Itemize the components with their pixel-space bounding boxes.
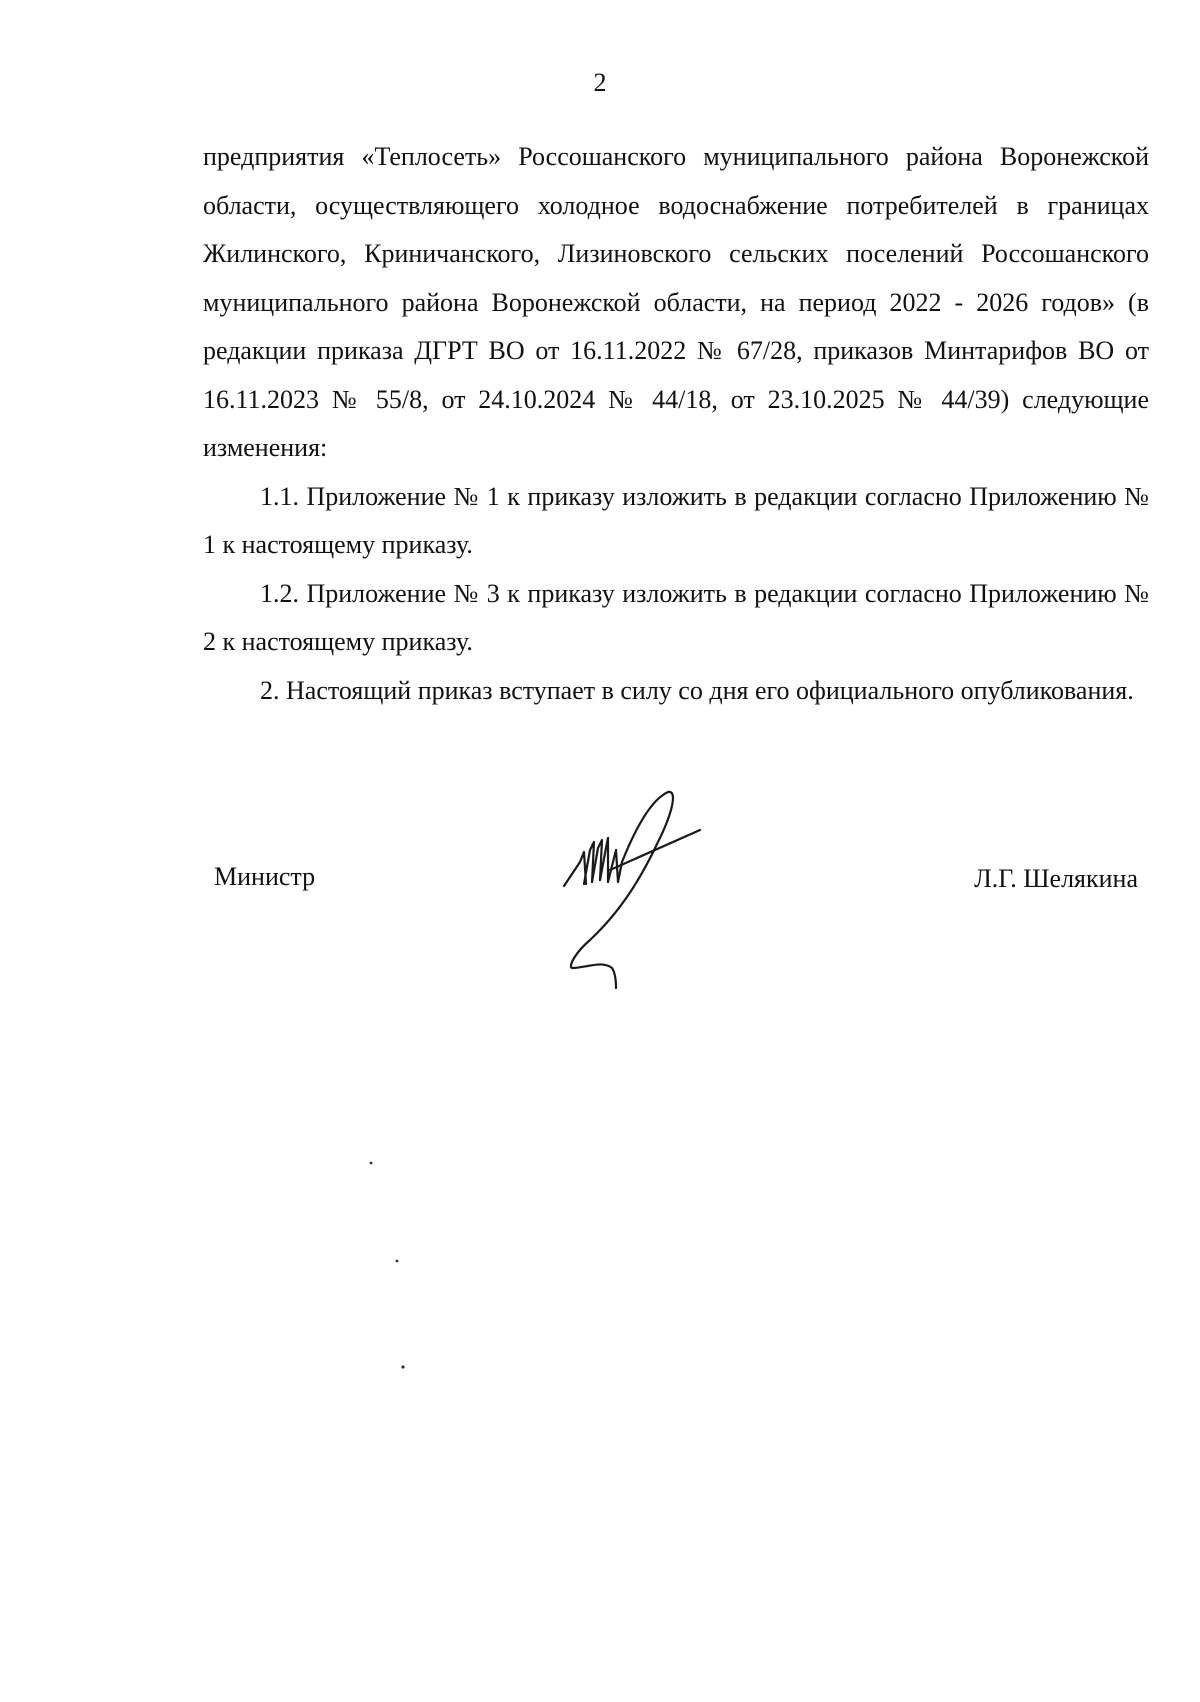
document-body [203, 133, 1149, 715]
scan-speck [400, 1364, 406, 1370]
paragraph-preamble-continuation: предприятия «Теплосеть» Россошанского муниципального района Воронежской области, осуществляющего холодное водоснабжение потребителей в границах Жилинского, Криничанского, Лизиновского сельских поселений Россошанского муниципального района Воронежской области, на период 2022 - 2026 годов» (в редакции приказа ДГРТ ВО от 16.11.2022 № 67/28, приказов Минтарифов ВО от 16.11.2023 № 55/8, от 24.10.2024 № 44/18, от 23.10.2025 № 44/39) следующие изменения: [203, 142, 1149, 462]
paragraph-item-1-1: 1.1. Приложение № 1 к приказу изложить в редакции согласно Приложению № 1 к настоящему приказу. [203, 481, 1149, 559]
signatory-role: Министр [214, 862, 316, 891]
paragraph-item-2: 2. Настоящий приказ вступает в силу со дня его официального опубликования. [260, 675, 1134, 705]
page-number: 2 [593, 68, 607, 97]
handwritten-signature [550, 790, 720, 990]
signatory-name: Л.Г. Шелякина [974, 864, 1138, 893]
scan-speck [394, 1258, 400, 1264]
signature-block [0, 790, 1200, 990]
paragraph-item-1-2: 1.2. Приложение № 3 к приказу изложить в редакции согласно Приложению № 2 к настоящему приказу. [203, 578, 1149, 656]
scan-speck [368, 1160, 374, 1166]
